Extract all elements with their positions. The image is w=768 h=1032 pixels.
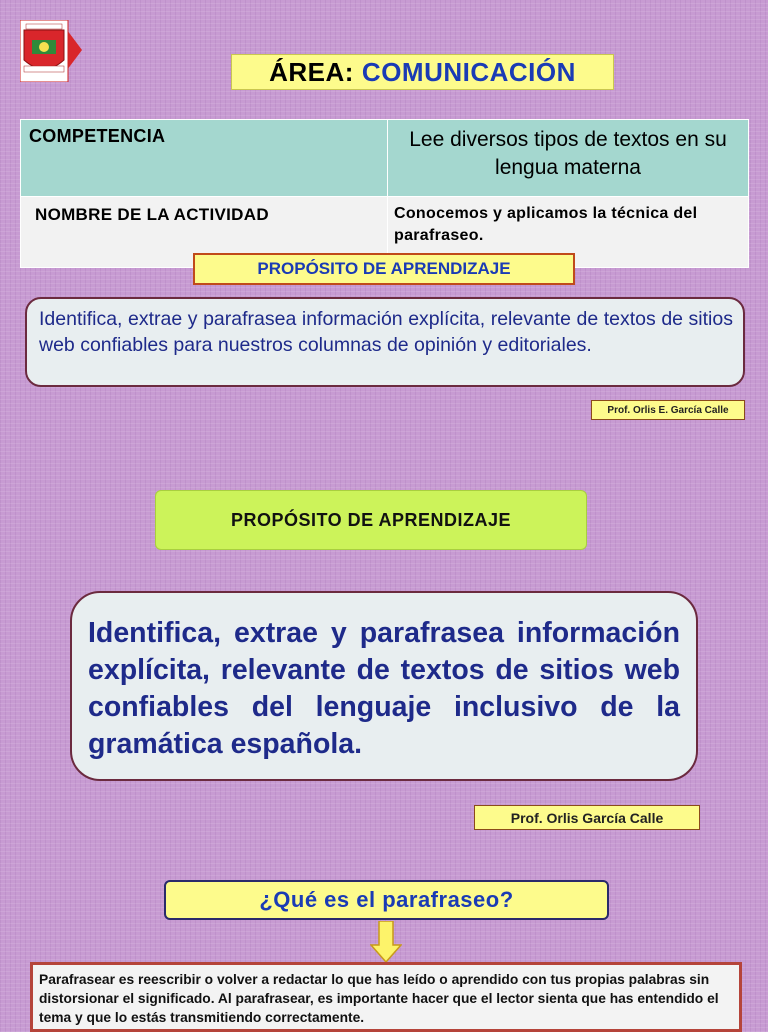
purpose-title-2: PROPÓSITO DE APRENDIZAJE bbox=[155, 490, 587, 550]
prof-label-1: Prof. Orlis E. García Calle bbox=[591, 400, 745, 420]
down-arrow-icon bbox=[370, 921, 402, 963]
purpose-title-1: PROPÓSITO DE APRENDIZAJE bbox=[193, 253, 575, 285]
area-title bbox=[231, 54, 614, 90]
table-row bbox=[21, 120, 749, 197]
prof-label-2: Prof. Orlis García Calle bbox=[474, 805, 700, 830]
purpose-text-1: Identifica, extrae y parafrasea información explícita, relevante de textos de sitios web confiables para nuestros columnas de opinión y editoriales. bbox=[25, 297, 745, 387]
competencia-label: COMPETENCIA bbox=[21, 120, 388, 197]
school-crest-icon bbox=[20, 20, 82, 82]
area-label: ÁREA: bbox=[269, 56, 354, 87]
question-heading: ¿Qué es el parafraseo? bbox=[164, 880, 609, 920]
competencia-value: Lee diversos tipos de textos en su lengua materna bbox=[388, 120, 749, 197]
definition-text: Parafrasear es reescribir o volver a redactar lo que has leído o aprendido con tus propias palabras sin distorsionar el significado. Al parafrasear, es importante hacer que el lector sienta que has entendido el tema y que lo estás transmitiendo correctamente. bbox=[30, 962, 742, 1032]
area-value: COMUNICACIÓN bbox=[361, 56, 576, 87]
purpose-text-2: Identifica, extrae y parafrasea información explícita, relevante de textos de sitios web confiables del lenguaje inclusivo de la gramática española. bbox=[70, 591, 698, 781]
competence-table bbox=[20, 119, 749, 268]
actividad-value: Conocemos y aplicamos la técnica del parafraseo. bbox=[388, 197, 749, 268]
actividad-label: NOMBRE DE LA ACTIVIDAD bbox=[21, 197, 388, 268]
